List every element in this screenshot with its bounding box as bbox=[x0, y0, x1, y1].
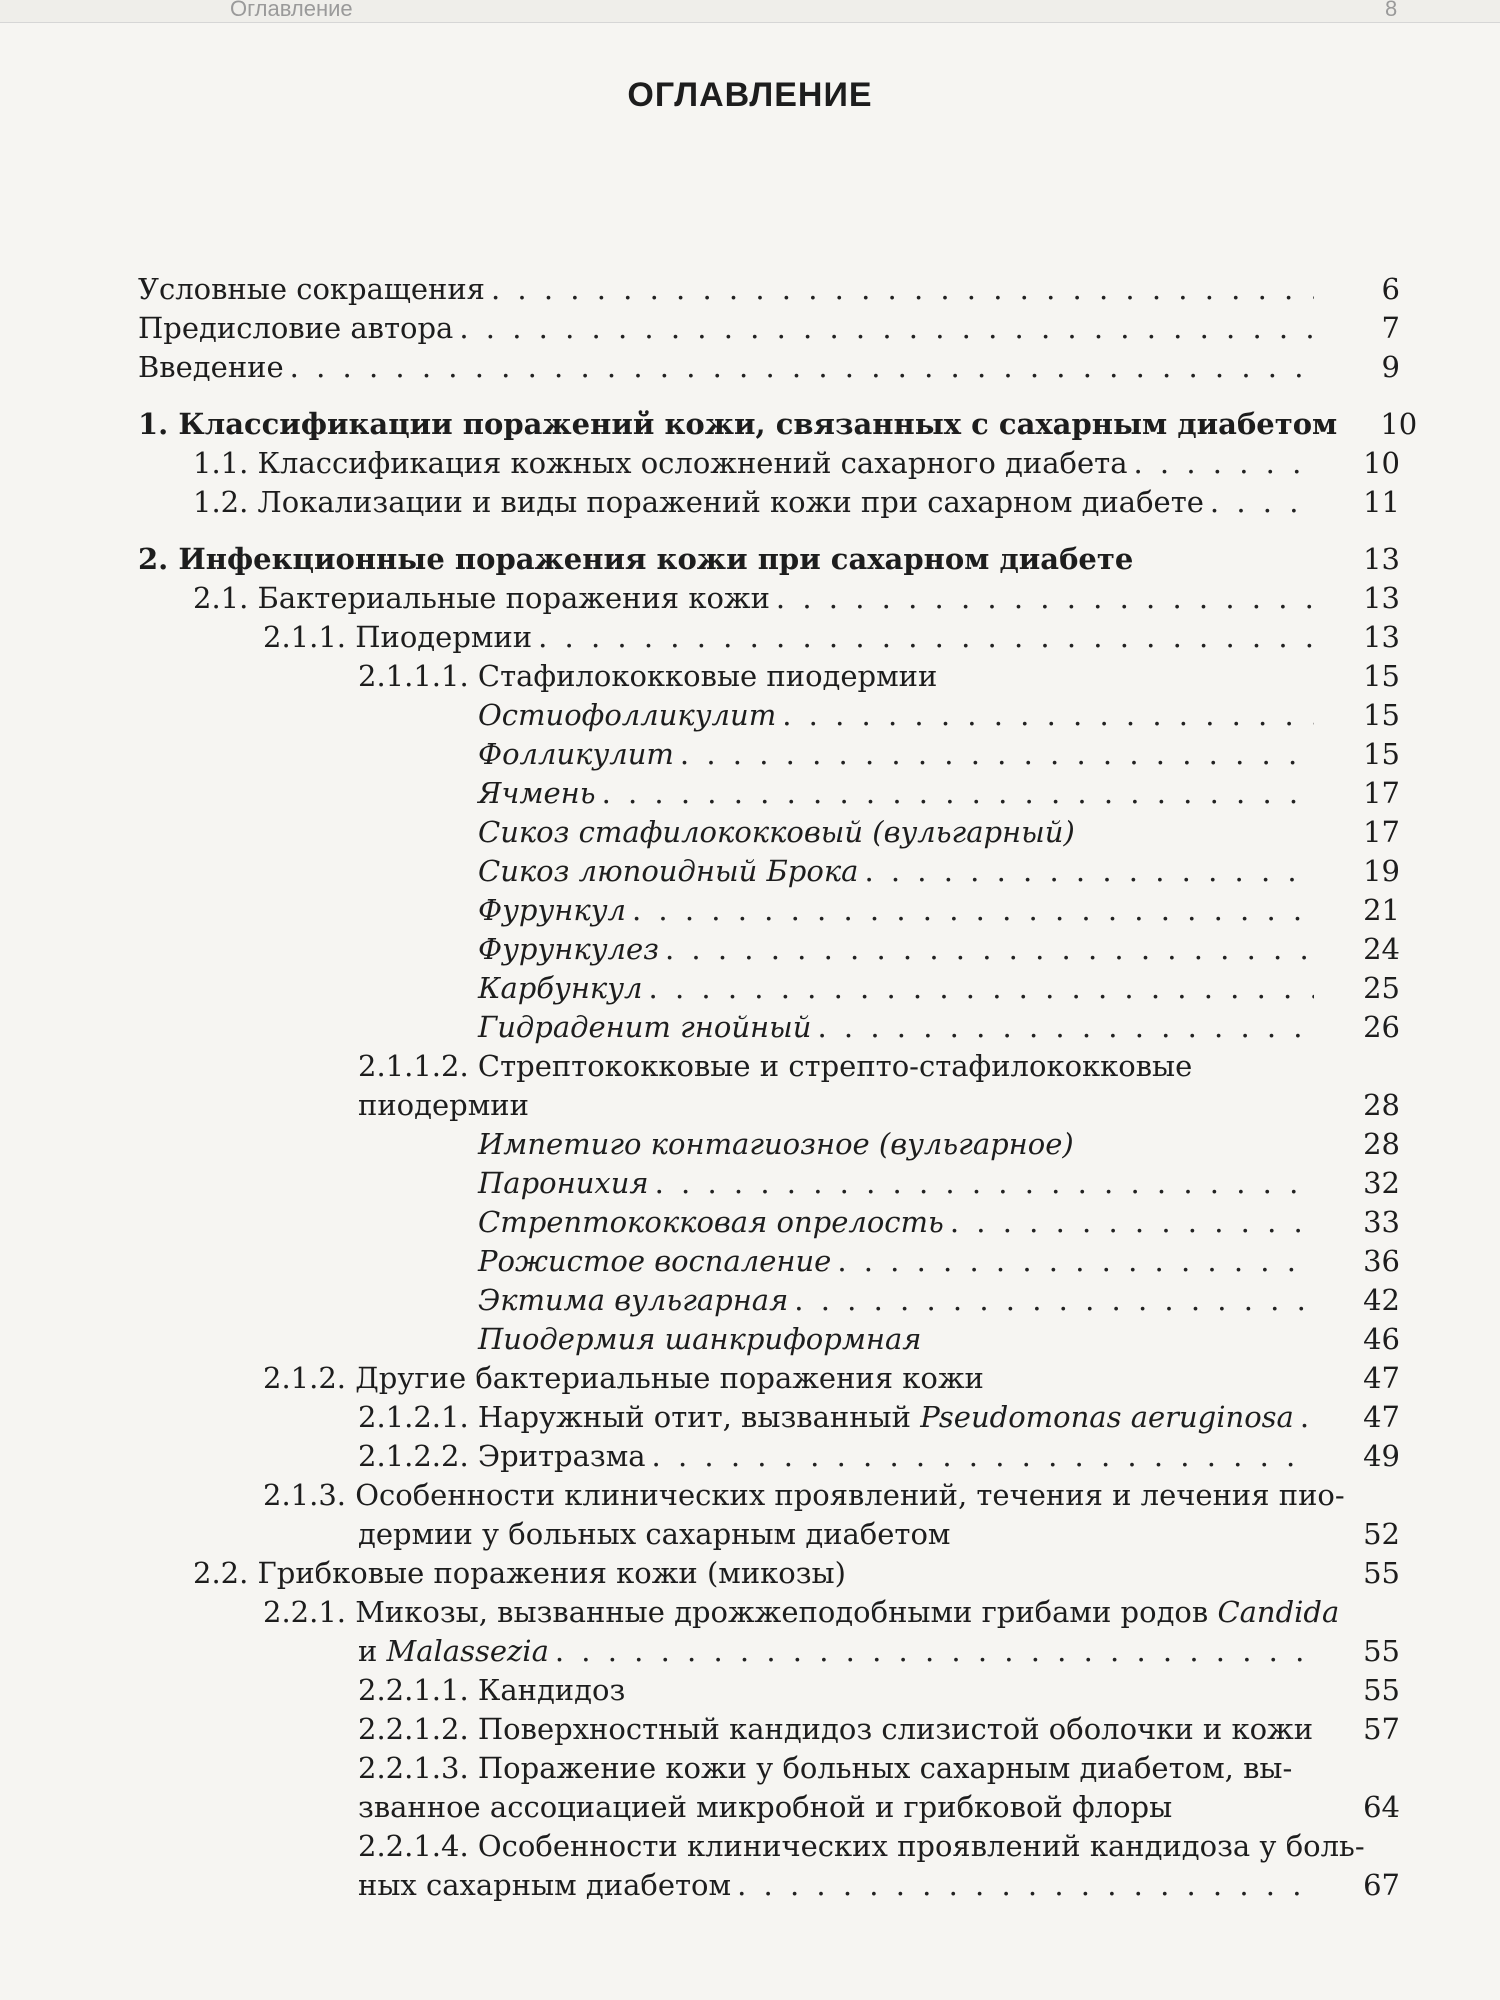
toc-entry[interactable] bbox=[138, 774, 1400, 813]
toc-entry[interactable] bbox=[138, 348, 1400, 387]
toc-entry-page: 10 bbox=[1380, 407, 1418, 441]
toc-entry[interactable] bbox=[138, 696, 1400, 735]
toc-entry-title: Предисловие автора bbox=[138, 311, 454, 345]
toc-entry[interactable] bbox=[138, 1008, 1400, 1047]
toc-entry-page: 21 bbox=[1363, 893, 1400, 927]
toc-entry[interactable] bbox=[138, 309, 1400, 348]
toc-entry-title: Паронихия bbox=[478, 1166, 649, 1200]
dot-leader bbox=[459, 309, 1314, 348]
toc-entry[interactable] bbox=[138, 1320, 1400, 1359]
toc-entry-title: 2.2.1.2. Поверхностный кандидоз слизистой оболочки и кожи bbox=[358, 1712, 1314, 1746]
toc-entry-title: 2.2.1.3. Поражение кожи у больных сахарным диабетом, вы- bbox=[358, 1751, 1293, 1785]
toc-entry-title: Фолликулит bbox=[478, 737, 674, 771]
toc-entry-title: Пиодермия шанкриформная bbox=[478, 1322, 922, 1356]
toc-entry-page: 6 bbox=[1381, 272, 1400, 306]
toc-entry-multiline[interactable] bbox=[138, 1749, 1400, 1827]
toc-entry-title: 2.2.1.1. Кандидоз bbox=[358, 1673, 626, 1707]
dot-leader bbox=[794, 1281, 1314, 1320]
dot-leader bbox=[864, 852, 1314, 891]
toc-entry[interactable] bbox=[138, 891, 1400, 930]
toc-entry-page: 52 bbox=[1363, 1517, 1400, 1551]
dot-leader bbox=[776, 579, 1314, 618]
toc-entry-page: 7 bbox=[1381, 311, 1400, 345]
toc-entry-title-continued: пиодермии bbox=[358, 1088, 529, 1122]
toc-entry-page: 28 bbox=[1363, 1088, 1400, 1122]
toc-entry[interactable] bbox=[138, 1398, 1400, 1437]
toc-entry-title-continued: званное ассоциацией микробной и грибковой флоры bbox=[358, 1790, 1173, 1824]
dot-leader bbox=[680, 735, 1314, 774]
toc-entry-title: Фурункул bbox=[478, 893, 626, 927]
dot-leader bbox=[1134, 444, 1315, 483]
toc-entry-title: 2.1.2.2. Эритразма bbox=[358, 1439, 646, 1473]
toc-entry[interactable] bbox=[138, 1671, 1400, 1710]
toc-entry[interactable] bbox=[138, 1125, 1400, 1164]
dot-leader bbox=[491, 270, 1314, 309]
dot-leader bbox=[655, 1164, 1314, 1203]
toc-entry[interactable] bbox=[138, 579, 1400, 618]
toc-entry-page: 11 bbox=[1363, 485, 1400, 519]
toc-entry-title: Карбункул bbox=[478, 971, 643, 1005]
toc-chapter-title: 2. Инфекционные поражения кожи при сахарном диабете bbox=[138, 542, 1134, 576]
toc-entry-page: 15 bbox=[1363, 698, 1400, 732]
dot-leader bbox=[1300, 1398, 1314, 1437]
toc-entry-title: Сикоз стафилококковый (вульгарный) bbox=[478, 815, 1075, 849]
dot-leader bbox=[538, 618, 1314, 657]
toc-entry-page: 19 bbox=[1363, 854, 1400, 888]
toc-entry-page: 47 bbox=[1363, 1361, 1400, 1395]
toc-entry[interactable] bbox=[138, 1710, 1400, 1749]
toc-entry-page: 42 bbox=[1363, 1283, 1400, 1317]
toc-entry-page: 32 bbox=[1363, 1166, 1400, 1200]
toc-entry-title: 2.1.2.1. Наружный отит, вызванный Pseudomonas aeruginosa bbox=[358, 1400, 1294, 1434]
toc-entry-page: 13 bbox=[1363, 620, 1400, 654]
toc-entry-title: Остиофолликулит bbox=[478, 698, 777, 732]
toc-entry-title: Ячмень bbox=[478, 776, 596, 810]
toc-entry-title: 1.2. Локализации и виды поражений кожи при сахарном диабете bbox=[193, 485, 1204, 519]
toc-entry-title-continued: дермии у больных сахарным диабетом bbox=[358, 1517, 951, 1551]
dot-leader bbox=[632, 891, 1314, 930]
running-header bbox=[0, 0, 1500, 23]
toc-entry-title: 2.1.1. Пиодермии bbox=[263, 620, 533, 654]
toc-entry-page: 13 bbox=[1363, 542, 1400, 576]
dot-leader bbox=[665, 930, 1314, 969]
dot-leader bbox=[837, 1242, 1314, 1281]
toc-entry-title-latin: Pseudomonas aeruginosa bbox=[920, 1400, 1294, 1434]
toc-entry-title: Введение bbox=[138, 350, 284, 384]
toc-entry-page: 25 bbox=[1363, 971, 1400, 1005]
toc-entry-page: 47 bbox=[1363, 1400, 1400, 1434]
toc-entry-page: 57 bbox=[1363, 1712, 1400, 1746]
toc-chapter[interactable] bbox=[138, 405, 1418, 444]
dot-leader bbox=[950, 1203, 1314, 1242]
toc-chapter-title: 1. Классификации поражений кожи, связанных с сахарным диабетом bbox=[138, 407, 1338, 441]
toc-entry-page: 17 bbox=[1363, 815, 1400, 849]
toc-entry[interactable] bbox=[138, 1554, 1400, 1593]
toc-entry-page: 55 bbox=[1363, 1556, 1400, 1590]
toc-entry-title: Стрептококковая опрелость bbox=[478, 1205, 944, 1239]
toc-entry[interactable] bbox=[138, 930, 1400, 969]
toc-entry-title: Фурункулез bbox=[478, 932, 659, 966]
toc-entry-title: 2.1.2. Другие бактериальные поражения кожи bbox=[263, 1361, 984, 1395]
toc-entry-multiline[interactable] bbox=[138, 1047, 1400, 1125]
toc-entry-title-continued: и Malassezia bbox=[358, 1634, 549, 1668]
toc-entry-page: 15 bbox=[1363, 659, 1400, 693]
dot-leader bbox=[290, 348, 1314, 387]
page-title: ОГЛАВЛЕНИЕ bbox=[627, 76, 873, 114]
toc-entry-title: 2.2. Грибковые поражения кожи (микозы) bbox=[193, 1556, 846, 1590]
toc-entry-page: 13 bbox=[1363, 581, 1400, 615]
toc-entry[interactable] bbox=[138, 1164, 1400, 1203]
toc-entry[interactable] bbox=[138, 969, 1400, 1008]
toc-entry-title-latin: Malassezia bbox=[386, 1634, 549, 1668]
dot-leader bbox=[555, 1632, 1314, 1671]
toc-entry[interactable] bbox=[138, 1437, 1400, 1476]
toc-entry-page: 36 bbox=[1363, 1244, 1400, 1278]
toc-entry-page: 55 bbox=[1363, 1634, 1400, 1668]
toc-entry-multiline[interactable] bbox=[138, 1593, 1400, 1671]
toc-entry-page: 46 bbox=[1363, 1322, 1400, 1356]
toc-entry-page: 9 bbox=[1381, 350, 1400, 384]
toc-entry[interactable] bbox=[138, 1203, 1400, 1242]
toc-entry-page: 28 bbox=[1363, 1127, 1400, 1161]
toc-entry[interactable] bbox=[138, 852, 1400, 891]
toc-entry-page: 55 bbox=[1363, 1673, 1400, 1707]
toc-entry-page: 17 bbox=[1363, 776, 1400, 810]
toc-entry-title-continued: ных сахарным диабетом bbox=[358, 1868, 732, 1902]
toc-entry-page: 10 bbox=[1363, 446, 1400, 480]
toc-entry[interactable] bbox=[138, 657, 1400, 696]
dot-leader bbox=[652, 1437, 1314, 1476]
toc-entry-title: 2.1. Бактериальные поражения кожи bbox=[193, 581, 770, 615]
toc-entry-title: 2.1.1.2. Стрептококковые и стрепто-стафилококковые bbox=[358, 1049, 1193, 1083]
toc-entry-title: 1.1. Классификация кожных осложнений сахарного диабета bbox=[193, 446, 1128, 480]
toc-entry-page: 67 bbox=[1363, 1868, 1400, 1902]
toc-entry[interactable] bbox=[138, 483, 1400, 522]
toc-entry[interactable] bbox=[138, 618, 1400, 657]
toc-chapter[interactable] bbox=[138, 540, 1400, 579]
dot-leader bbox=[782, 696, 1314, 735]
toc-entry-title: 2.1.3. Особенности клинических проявлений, течения и лечения пио- bbox=[263, 1478, 1345, 1512]
dot-leader bbox=[602, 774, 1314, 813]
dot-leader bbox=[737, 1866, 1314, 1905]
toc-entry-title: Гидраденит гнойный bbox=[478, 1010, 812, 1044]
toc-entry-page: 49 bbox=[1363, 1439, 1400, 1473]
dot-leader bbox=[1210, 483, 1314, 522]
toc-entry[interactable] bbox=[138, 270, 1400, 309]
running-header-page-number: 8 bbox=[1385, 0, 1398, 21]
toc-entry-title: 2.2.1. Микозы, вызванные дрожжеподобными грибами родов Candida bbox=[263, 1595, 1340, 1629]
toc-entry-title-latin: Candida bbox=[1217, 1595, 1340, 1629]
toc-entry-page: 26 bbox=[1363, 1010, 1400, 1044]
toc-entry-title: Эктима вульгарная bbox=[478, 1283, 789, 1317]
toc-entry-title: Рожистое воспаление bbox=[478, 1244, 832, 1278]
toc-entry-page: 24 bbox=[1363, 932, 1400, 966]
toc-entry-title: Сикоз люпоидный Брока bbox=[478, 854, 859, 888]
running-header-left: Оглавление bbox=[230, 0, 353, 21]
toc-entry-page: 15 bbox=[1363, 737, 1400, 771]
toc-entry-title: Условные сокращения bbox=[138, 272, 485, 306]
toc-entry[interactable] bbox=[138, 735, 1400, 774]
toc-entry[interactable] bbox=[138, 444, 1400, 483]
toc-entry[interactable] bbox=[138, 1359, 1400, 1398]
dot-leader bbox=[817, 1008, 1314, 1047]
toc-entry-page: 64 bbox=[1363, 1790, 1400, 1824]
toc-entry-title: Импетиго контагиозное (вульгарное) bbox=[478, 1127, 1074, 1161]
toc-entry-title: 2.1.1.1. Стафилококковые пиодермии bbox=[358, 659, 938, 693]
toc-entry-page: 33 bbox=[1363, 1205, 1400, 1239]
dot-leader bbox=[649, 969, 1314, 1008]
toc-entry-title: 2.2.1.4. Особенности клинических проявлений кандидоза у боль- bbox=[358, 1829, 1365, 1863]
toc-entry[interactable] bbox=[138, 813, 1400, 852]
table-of-contents bbox=[138, 270, 1418, 1905]
toc-entry-multiline[interactable] bbox=[138, 1476, 1400, 1554]
toc-entry[interactable] bbox=[138, 1242, 1400, 1281]
toc-entry-multiline[interactable] bbox=[138, 1827, 1400, 1905]
toc-entry[interactable] bbox=[138, 1281, 1400, 1320]
